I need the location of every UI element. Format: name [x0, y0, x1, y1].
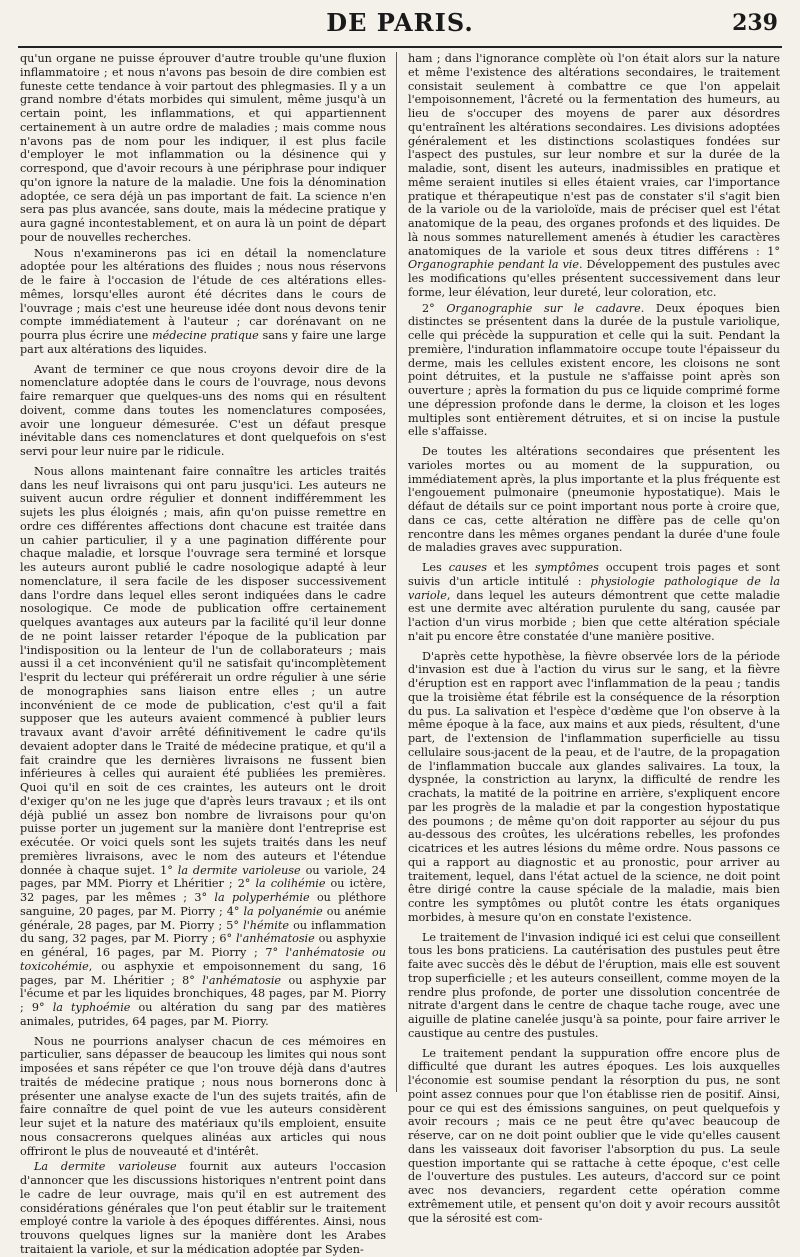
paragraph: Nous ne pourrions analyser chacun de ces mémoires en particulier, sans dépasser de beaucoup les limites qui nous sont imposées et sans répéter ce que l'on trouve déjà dans d'autres traités de médecine pratique ; nous nous bornerons donc à présenter une analyse exacte de l'un des sujets traités, afin de faire connaître de quel point de vue les auteurs considèrent leur sujet et la nature des matériaux qu'ils emploient, ensuite nous consacrerons quelques alinéas aux articles qui nous offriront le plus de nouveauté et d'intérêt.	[20, 1034, 386, 1158]
left-column	[20, 52, 387, 1256]
page-header	[18, 6, 782, 48]
paragraph: Les causes et les symptômes occupent trois pages et sont suivis d'un article intitulé : physiologie pathologique de la variole, dans lequel les auteurs démontrent que cette maladie est une dermite avec altération purulente du sang, causée par l'action d'un virus morbide ; bien que cette altération spéciale n'ait pu encore être constatée d'une manière positive.	[408, 561, 781, 643]
paragraph: 2° Organographie sur le cadavre. Deux époques bien distinctes se présentent dans la durée de la pustule variolique, celle qui précède la suppuration et celle qui la suit. Pendant la première, l'induration inflammatoire occupe toute l'épaisseur du derme, mais les cellules existent encore, les cloisons ne sont point détruites, et la pustule ne s'affaisse point après son ouverture ; après la formation du pus ce liquide comprimé forme une dépression profonde dans le derme, la cloison et les loges multiples sont entièrement détruites, et si on incise la pustule elle s'affaisse.	[408, 301, 780, 439]
paragraph: Le traitement de l'invasion indiqué ici est celui que conseillent tous les bons praticiens. La cautérisation des pustules peut être faite avec succès dès le début de l'éruption, mais elle est souvent trop superficielle ; et les auteurs conseillent, comme moyen de la rendre plus profonde, de porter une dissolution concentrée de nitrate d'argent dans le centre de chaque tache rouge, avec une aiguille de platine canelée jusqu'à sa pointe, pour faire arriver le caustique au centre des pustules.	[408, 930, 780, 1040]
paragraph: Le traitement pendant la suppuration offre encore plus de difficulté que durant les autres époques. Les lois auxquelles l'économie est soumise pendant la résorption du pus, ne sont point assez connues pour que l'on établisse rien de positif. Ainsi, pour ce qui est des émissions sanguines, on peut quelquefois y avoir recours ; mais ce ne peut être qu'avec beaucoup de réserve, car on ne doit point oublier que le vide qu'elles causent dans les vaisseaux doit favoriser l'absorption du pus. La seule question importante qui se rattache à cette époque, c'est celle de l'ouverture des pustules. Les auteurs, d'accord sur ce point avec nos devanciers, regardent cette opération comme extrêmement utile, et pensent qu'on doit y avoir recours aussitôt que la sérosité est com-	[408, 1046, 780, 1225]
paragraph: Nous allons maintenant faire connaître les articles traités dans les neuf livraisons qui ont paru jusqu'ici. Les auteurs ne suivent aucun ordre régulier et donnent indifféremment les sujets les plus éloignés ; mais, afin qu'on puisse remettre en ordre ces différentes affections dont chacune est traitée dans un cahier particulier, il y a une pagination différente pour chaque maladie, et lorsque l'ouvrage sera terminé et lorsque les auteurs auront publié le cadre nosologique adapté à leur nomenclature, il sera facile de les disposer successivement dans l'ordre dans lequel elles seront indiquées dans le cadre nosologique. Ce mode de publication offre certainement quelques avantages aux auteurs par la facilité qu'il leur donne de ne point laisser retarder l'époque de la publication par l'indisposition ou la lenteur de l'un de collaborateurs ; mais aussi il a cet inconvénient qu'il ne satisfait qu'incomplètement l'esprit du lecteur qui préférerait un ordre régulier à une série de monographies sans liaison entre elles ; un autre inconvénient de ce mode de publication, c'est qu'il a fait supposer que les auteurs avaient commencé à publier leurs travaux avant d'avoir arrêté définitivement le cadre qu'ils devaient adopter dans le Traité de médecine pratique, et qu'il a fait craindre que les dernières livraisons ne fussent bien inférieures à celles qui auraient été publiées les premières. Quoi qu'il en soit de ces craintes, les auteurs ont le droit d'exiger qu'on ne les juge que d'après leurs travaux ; et ils ont déjà publié un assez bon nombre de livraisons pour qu'on puisse porter un jugement sur la manière dont l'entreprise est exécutée. Or voici quels sont les sujets traités dans les neuf premières livraisons, avec le nom des auteurs et l'étendue donnée à chaque sujet. 1° la dermite varioleuse ou variole, 24 pages, par MM. Piorry et Lhéritier ; 2° la colihémie ou ictère, 32 pages, par les mêmes ; 3° la polyperhémie ou pléthore sanguine, 20 pages, par M. Piorry ; 4° la polyanémie ou anémie générale, 28 pages, par M. Piorry ; 5° l'hémite ou inflammation du sang, 32 pages, par M. Piorry ; 6° l'anhématosie ou asphyxie en général, 16 pages, par M. Piorry ; 7° l'anhématosie ou toxicohémie, ou asphyxie et empoisonnement du sang, 16 pages, par M. Lhéritier ; 8° l'anhématosie ou asphyxie par l'écume et par les liquides bronchiques, 48 pages, par M. Piorry ; 9° la typhoémie ou altération du sang par des matières animales, putrides, 64 pages, par M. Piorry.	[20, 464, 387, 1028]
running-title: DE PARIS.	[326, 8, 474, 37]
right-column	[408, 52, 781, 1225]
paragraph: De toutes les altérations secondaires que présentent les varioles mortes ou au moment de la suppuration, ou immédiatement après, la plus importante et la plus fréquente est l'engouement pulmonaire (pneumonie hypostatique). Mais le défaut de détails sur ce point important nous porte à croire que, dans ce cas, cette altération ne diffère pas de celle qu'on rencontre dans les mêmes organes pendant la durée d'une foule de maladies graves avec suppuration.	[408, 445, 780, 555]
paragraph: Nous n'examinerons pas ici en détail la nomenclature adoptée pour les altérations des fluides ; nous nous réservons de le faire à l'occasion de l'étude de ces altérations elles-mêmes, lorsqu'elles auront été décrites dans le cours de l'ouvrage ; mais c'est une heureuse idée dont nous devons tenir compte immédiatement à l'auteur ; car dorénavant on ne pourra plus écrire une médecine pratique sans y faire une large part aux altérations des liquides.	[20, 246, 386, 356]
paragraph: La dermite varioleuse fournit aux auteurs l'occasion d'annoncer que les discussions historiques n'entrent point dans le cadre de leur ouvrage, mais qu'il en est autrement des considérations générales que l'on peut établir sur le traitement employé contre la variole à des époques différentes. Ainsi, nous trouvons quelques lignes sur la manière dont les Arabes traitaient la variole, et sur la médication adoptée par Syden-	[20, 1160, 387, 1256]
page-number: 239	[732, 10, 778, 36]
paragraph: ham ; dans l'ignorance complète où l'on était alors sur la nature et même l'existence des altérations secondaires, le traitement consistait seulement à combattre ce que l'on appelait l'empoisonnement, l'âcreté ou la fermentation des humeurs, au lieu de s'occuper des moyens de parer aux désordres qu'entraînent les altérations secondaires. Les divisions adoptées généralement et les distinctions scolastiques fondées sur l'aspect des pustules, sur leur nombre et sur la durée de la maladie, sont, disent les auteurs, inadmissibles en pratique et même seraient inutiles si elles étaient vraies, car l'importance pratique et thérapeutique n'est pas de constater s'il s'agit bien de la variole ou de la varioloïde, mais de préciser quel est l'état anatomique de la peau, des organes profonds et des liquides. De là nous sommes naturellement amenés à étudier les caractères anatomiques de la variole et sous deux titres différens : 1° Organographie pendant la vie. Développement des pustules avec les modifications qu'elles présentent successivement dans leur forme, leur élévation, leur dureté, leur coloration, etc.	[408, 52, 780, 299]
paragraph: D'après cette hypothèse, la fièvre observée lors de la période d'invasion est due à l'action du virus sur le sang, et la fièvre d'éruption est en rapport avec l'inflammation de la peau ; tandis que la troisième état fébrile est la conséquence de la résorption du pus. La salivation et l'espèce d'œdème que l'on observe à la même époque à la face, aux mains et aux pieds, résultent, d'une part, de l'extension de l'inflammation superficielle au tissu cellulaire sous-jacent de la peau, et de l'autre, de la propagation de l'inflammation buccale aux glandes salivaires. La toux, la dyspnée, la constriction au larynx, la difficulté de rendre les crachats, la matité de la poitrine en arrière, s'expliquent encore par les progrès de la maladie et par la congestion hypostatique des poumons ; de même qu'on doit rapporter au séjour du pus au-dessous des croûtes, les ulcérations rebelles, les profondes cicatrices et les autres lésions du même ordre. Nous passons ce qui a rapport au diagnostic et au pronostic, pour arriver au traitement, lequel, dans l'état actuel de la science, ne doit point être dirigé contre la cause spéciale de la maladie, mais bien contre les symptômes ou plutôt contre les états organiques morbides, à mesure qu'on en constate l'existence.	[408, 649, 780, 924]
paragraph: qu'un organe ne puisse éprouver d'autre trouble qu'une fluxion inflammatoire ; et nous n'avons pas besoin de dire combien est funeste cette tendance à voir partout des phlegmasies. Il y a un grand nombre d'états morbides qui simulent, même jusqu'à un certain point, les inflammations, et qui appartiennent certainement à un autre ordre de maladies ; mais comme nous n'avons pas de nom pour les indiquer, il est plus facile d'employer le mot inflammation ou la désinence qui y correspond, que d'avoir recours à une périphrase pour indiquer qu'on ignore la nature de la maladie. Une fois la dénomination adoptée, ce sera déjà un pas important de fait. La science n'en sera pas plus avancée, sans doute, mais la médecine pratique y aura gagné incontestablement, et on aura là un point de départ pour de nouvelles recherches.	[20, 52, 386, 244]
paragraph: Avant de terminer ce que nous croyons devoir dire de la nomenclature adoptée dans le cours de l'ouvrage, nous devons faire remarquer que quelques-uns des noms qui en résultent doivent, comme dans toutes les nomenclatures composées, avoir une longueur démesurée. C'est un défaut presque inévitable dans ces nomenclatures et dont quelquefois on s'est servi pour leur nuire par le ridicule.	[20, 362, 386, 458]
column-divider	[396, 52, 397, 1092]
